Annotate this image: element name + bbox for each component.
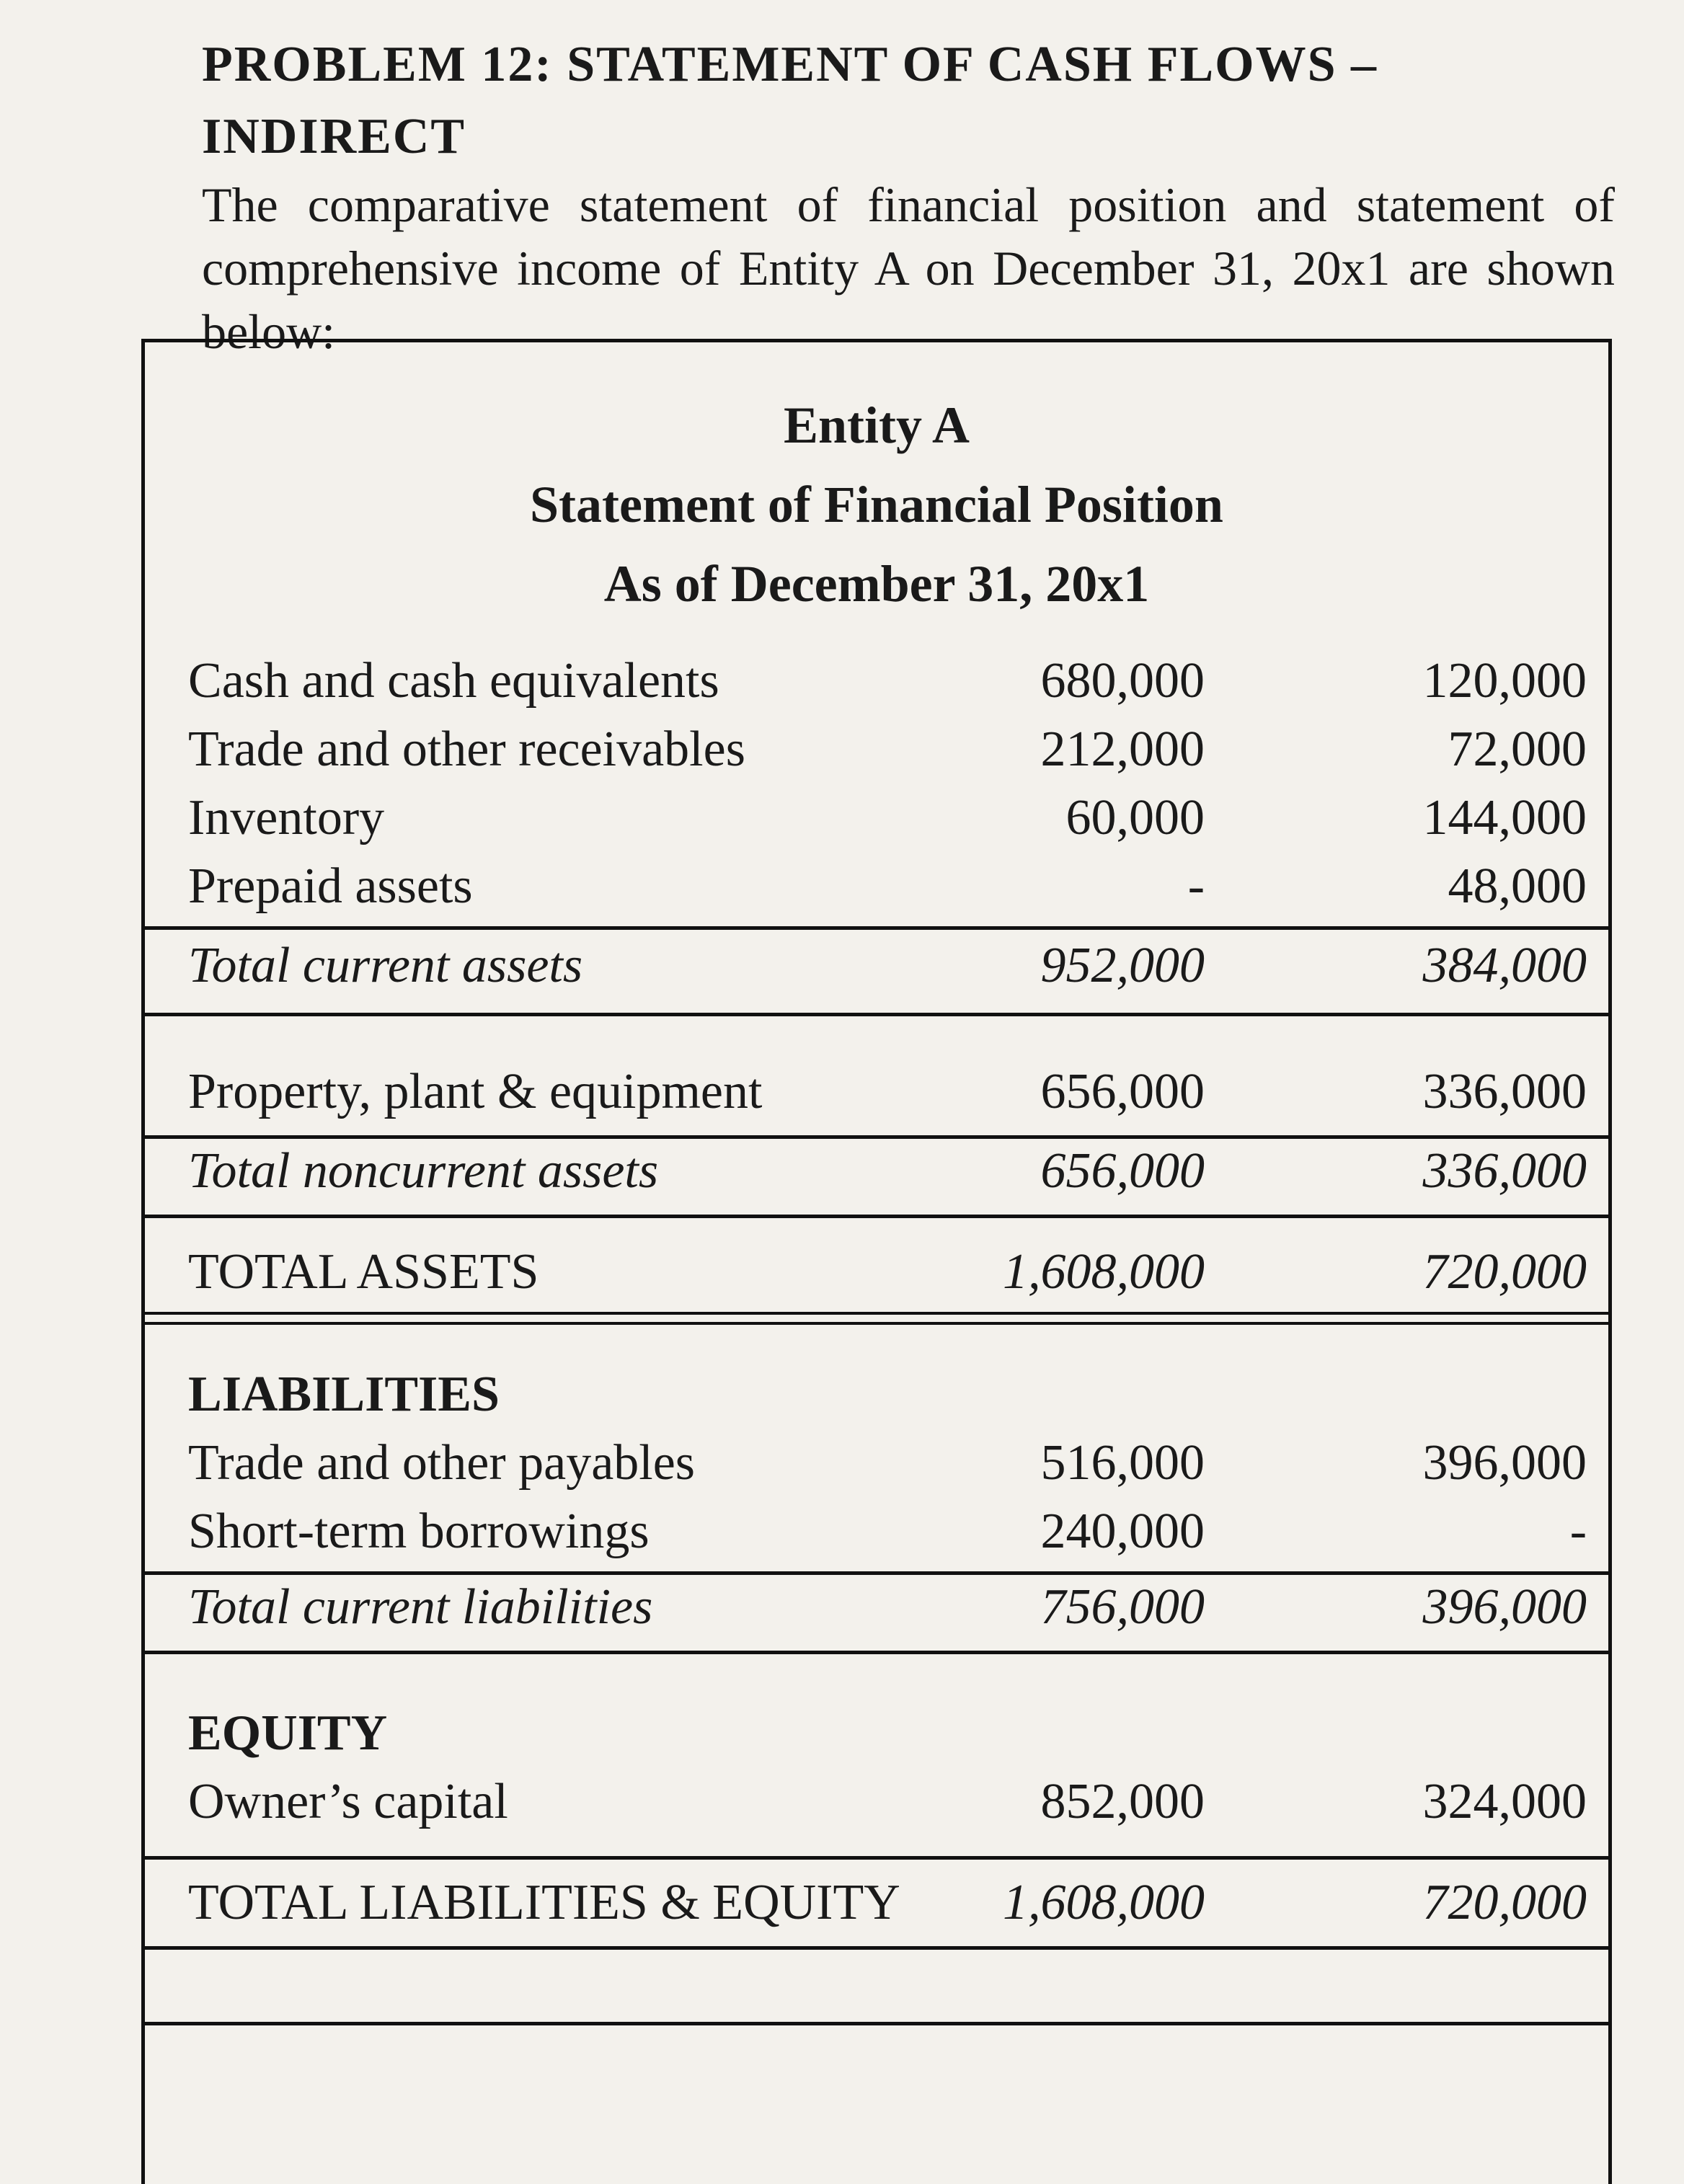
row-label: Total noncurrent assets bbox=[188, 1143, 659, 1199]
row-total-current-liabilities bbox=[188, 1579, 1608, 1651]
value-20x0: 720,000 bbox=[1422, 1244, 1587, 1300]
value-20x0: 324,000 bbox=[1422, 1774, 1587, 1829]
row-receivables bbox=[188, 721, 1608, 793]
value-20x1: 656,000 bbox=[1040, 1143, 1205, 1199]
row-label: Total current assets bbox=[188, 938, 583, 993]
row-total-liabilities-equity bbox=[188, 1874, 1608, 1946]
value-20x1: - bbox=[1187, 858, 1205, 914]
rule bbox=[145, 1651, 1608, 1654]
equity-heading bbox=[188, 1705, 1608, 1777]
row-borrowings bbox=[188, 1503, 1608, 1575]
value-20x1: 1,608,000 bbox=[1003, 1875, 1205, 1930]
rule bbox=[145, 1856, 1608, 1860]
value-20x0: 48,000 bbox=[1448, 858, 1587, 914]
row-total-noncurrent-assets bbox=[188, 1142, 1608, 1215]
row-payables bbox=[188, 1434, 1608, 1506]
value-20x0: 396,000 bbox=[1422, 1579, 1587, 1635]
row-owners-capital bbox=[188, 1773, 1608, 1845]
row-label: Short-term borrowings bbox=[188, 1504, 650, 1559]
row-label: Trade and other receivables bbox=[188, 722, 745, 777]
row-label: TOTAL LIABILITIES & EQUITY bbox=[188, 1875, 900, 1930]
value-20x0: 384,000 bbox=[1422, 938, 1587, 993]
financial-position-statement bbox=[141, 339, 1612, 2184]
double-rule bbox=[145, 1312, 1608, 1325]
value-20x1: 952,000 bbox=[1040, 938, 1205, 993]
rule bbox=[145, 2022, 1608, 2025]
liabilities-heading bbox=[188, 1366, 1608, 1438]
section-label: EQUITY bbox=[188, 1705, 388, 1761]
section-label: LIABILITIES bbox=[188, 1367, 500, 1422]
value-20x0: 720,000 bbox=[1422, 1875, 1587, 1930]
rule bbox=[145, 1135, 1608, 1139]
row-ppe bbox=[188, 1063, 1608, 1135]
row-label: Trade and other payables bbox=[188, 1435, 696, 1491]
value-20x0: 72,000 bbox=[1448, 722, 1587, 777]
row-cash bbox=[188, 652, 1608, 724]
value-20x0: 120,000 bbox=[1422, 653, 1587, 709]
row-inventory bbox=[188, 789, 1608, 861]
row-label: Prepaid assets bbox=[188, 858, 473, 914]
row-total-assets bbox=[188, 1243, 1608, 1315]
value-20x1: 60,000 bbox=[1065, 790, 1205, 845]
row-label: TOTAL ASSETS bbox=[188, 1244, 539, 1300]
value-20x1: 212,000 bbox=[1040, 722, 1205, 777]
entity-name: Entity A bbox=[783, 396, 970, 454]
value-20x0: 336,000 bbox=[1422, 1143, 1587, 1199]
value-20x1: 852,000 bbox=[1040, 1774, 1205, 1829]
value-20x0: 396,000 bbox=[1422, 1435, 1587, 1491]
value-20x1: 656,000 bbox=[1040, 1064, 1205, 1119]
rule bbox=[145, 1215, 1608, 1218]
rule bbox=[145, 926, 1608, 930]
problem-description: The comparative statement of financial position and statement of comprehensive income of Entity A on December 31, 20x1 are shown below: bbox=[202, 177, 1615, 359]
row-label: Property, plant & equipment bbox=[188, 1064, 763, 1119]
value-20x0: 336,000 bbox=[1422, 1064, 1587, 1119]
problem-title: PROBLEM 12: STATEMENT OF CASH FLOWS – INDIRECT bbox=[202, 37, 1378, 164]
value-20x1: 240,000 bbox=[1040, 1504, 1205, 1559]
value-20x0: 144,000 bbox=[1422, 790, 1587, 845]
row-prepaid bbox=[188, 858, 1608, 930]
row-label: Owner’s capital bbox=[188, 1774, 508, 1829]
rule bbox=[145, 1946, 1608, 1950]
statement-name: Statement of Financial Position bbox=[530, 476, 1223, 533]
value-20x1: 516,000 bbox=[1040, 1435, 1205, 1491]
row-total-current-assets bbox=[188, 937, 1608, 1009]
row-label: Total current liabilities bbox=[188, 1579, 653, 1635]
value-20x1: 756,000 bbox=[1040, 1579, 1205, 1635]
value-20x0: - bbox=[1569, 1504, 1587, 1559]
rule bbox=[145, 1013, 1608, 1016]
row-label: Inventory bbox=[188, 790, 385, 845]
value-20x1: 680,000 bbox=[1040, 653, 1205, 709]
row-label: Cash and cash equivalents bbox=[188, 653, 719, 709]
statement-date: As of December 31, 20x1 bbox=[603, 555, 1150, 613]
value-20x1: 1,608,000 bbox=[1003, 1244, 1205, 1300]
rule bbox=[145, 1571, 1608, 1575]
statement-heading bbox=[145, 386, 1608, 623]
problem-intro bbox=[202, 29, 1615, 363]
